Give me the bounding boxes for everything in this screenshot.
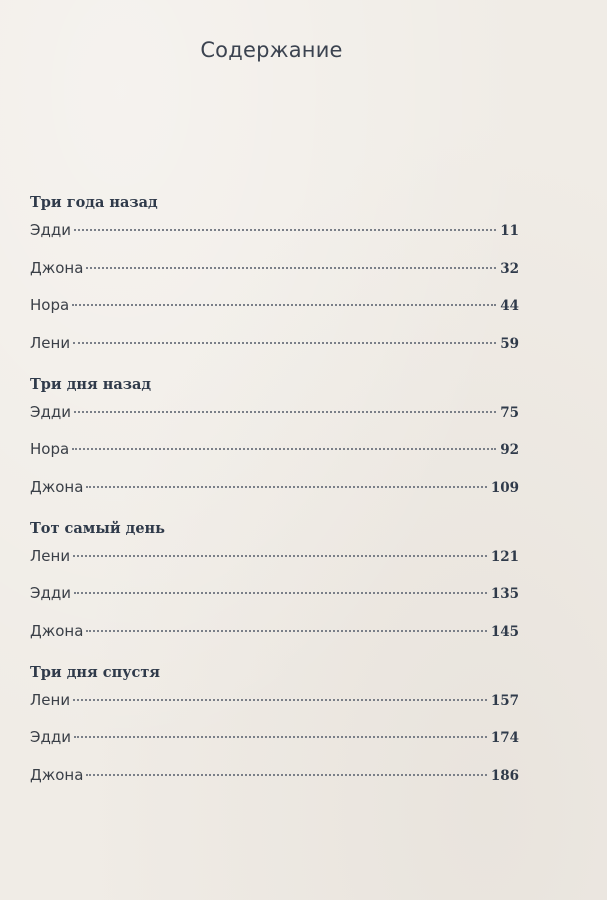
entry-label: Джона <box>30 621 84 640</box>
entry-page-number: 135 <box>490 586 519 602</box>
toc-entry <box>30 401 519 439</box>
entry-label: Эдди <box>30 728 71 746</box>
toc-section <box>30 518 519 642</box>
entry-page-number: 44 <box>500 298 519 314</box>
toc-entry <box>30 332 519 354</box>
entry-page-number: 109 <box>490 479 519 496</box>
section-title: Три года назад <box>30 194 158 211</box>
toc-entry <box>30 438 519 476</box>
toc-entry <box>30 476 519 498</box>
toc-entry <box>30 582 519 620</box>
dot-leader <box>72 448 496 450</box>
entry-page-number: 32 <box>500 260 519 277</box>
toc-entry <box>30 219 519 257</box>
entry-label: Джона <box>30 765 84 784</box>
toc-entry <box>30 764 519 786</box>
toc-entry <box>30 257 519 295</box>
toc-entry <box>30 620 519 642</box>
entry-label: Нора <box>30 296 70 314</box>
dot-leader <box>73 699 487 701</box>
dot-leader <box>73 342 496 344</box>
toc-entry <box>30 545 519 583</box>
table-of-contents <box>30 192 519 786</box>
entry-label: Джона <box>30 477 84 496</box>
section-title: Три дня спустя <box>30 663 161 681</box>
entry-page-number: 145 <box>490 623 519 640</box>
toc-section <box>30 374 519 498</box>
dot-leader <box>86 774 486 776</box>
dot-leader <box>86 630 486 632</box>
page-title: Содержание <box>200 38 343 62</box>
entry-label: Нора <box>30 440 70 458</box>
entry-label: Эдди <box>30 402 71 421</box>
section-title: Три дня назад <box>30 375 152 393</box>
toc-section <box>30 192 519 354</box>
entry-page-number: 186 <box>490 767 519 784</box>
toc-section <box>30 662 519 786</box>
entry-page-number: 75 <box>500 404 519 421</box>
entry-page-number: 121 <box>490 548 519 565</box>
entry-label: Лени <box>30 690 71 709</box>
dot-leader <box>73 555 487 557</box>
entry-label: Лени <box>30 333 71 352</box>
entry-page-number: 59 <box>500 335 519 352</box>
entry-label: Лени <box>30 546 71 565</box>
dot-leader <box>74 592 487 594</box>
dot-leader <box>74 229 496 231</box>
dot-leader <box>72 304 496 306</box>
dot-leader <box>74 736 487 738</box>
dot-leader <box>74 411 496 413</box>
dot-leader <box>86 486 486 488</box>
entry-label: Джона <box>30 258 84 277</box>
section-title: Тот самый день <box>30 519 165 537</box>
entry-page-number: 11 <box>500 223 519 239</box>
entry-label: Эдди <box>30 584 71 602</box>
entry-page-number: 92 <box>500 442 519 458</box>
dot-leader <box>86 267 496 269</box>
entry-label: Эдди <box>30 221 71 239</box>
entry-page-number: 157 <box>490 692 519 709</box>
toc-entry <box>30 689 519 727</box>
toc-entry <box>30 294 519 332</box>
toc-entry <box>30 726 519 764</box>
entry-page-number: 174 <box>490 730 519 746</box>
